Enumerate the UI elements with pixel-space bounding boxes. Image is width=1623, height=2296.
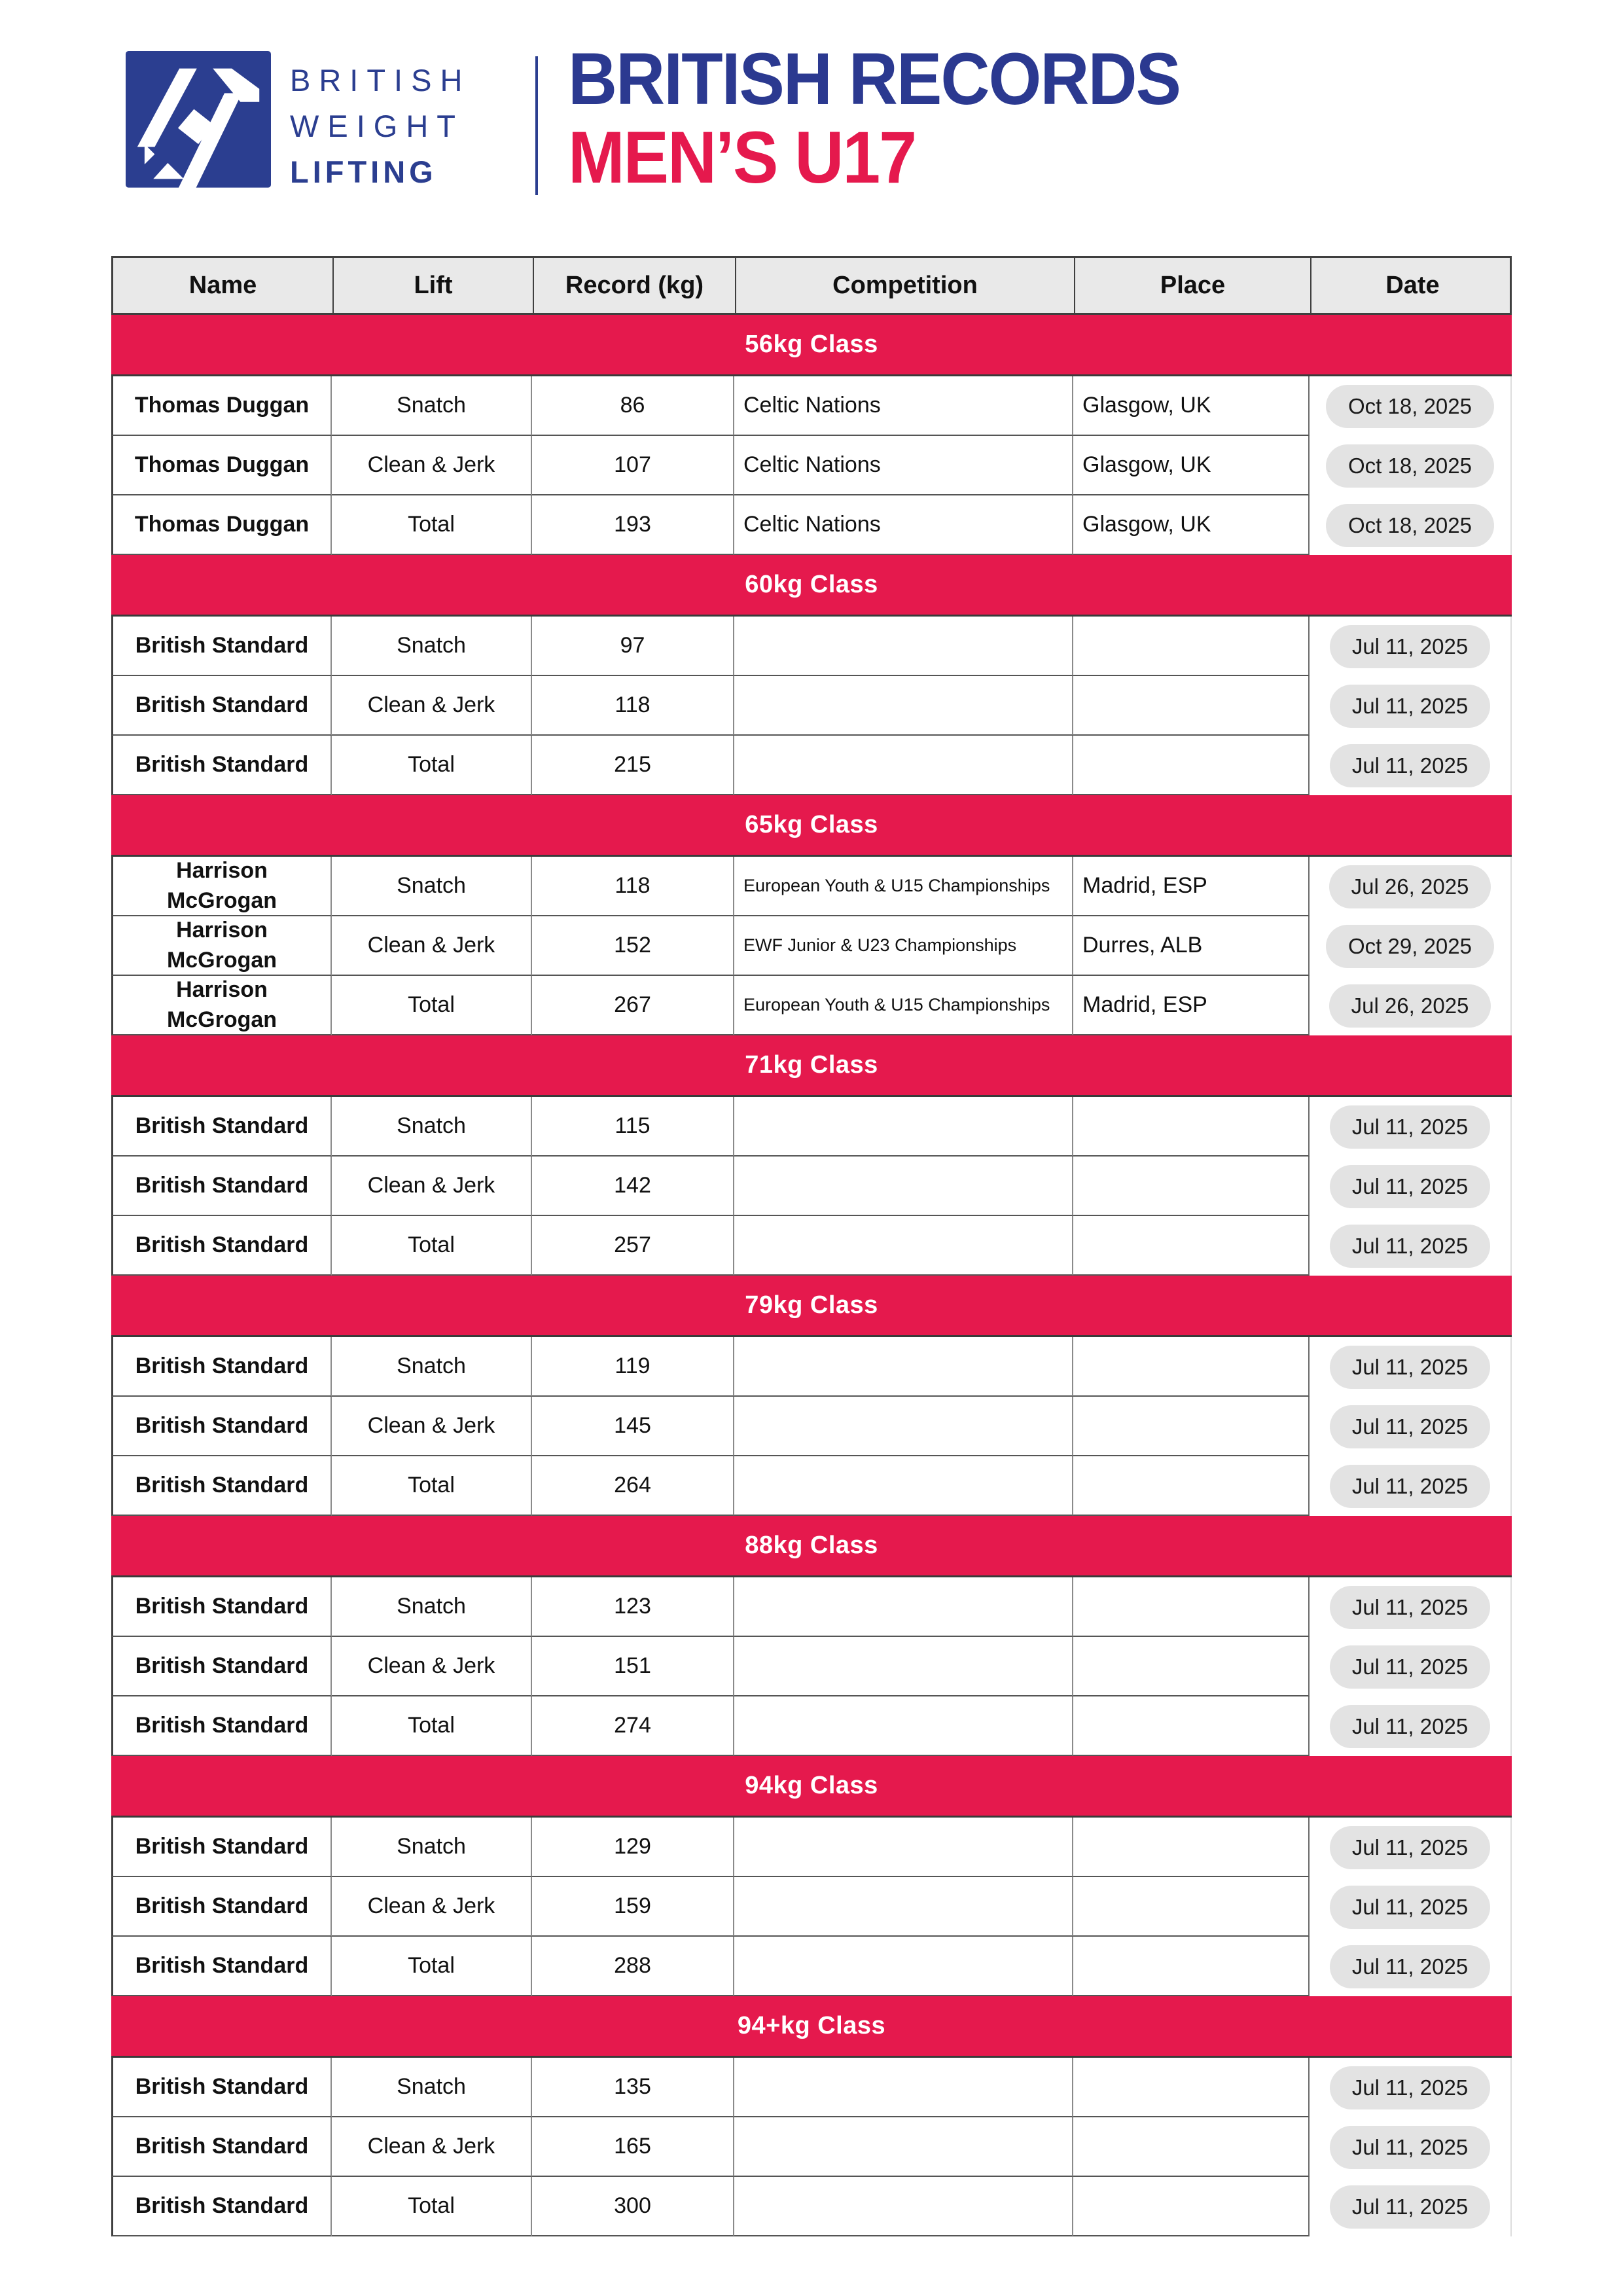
column-header-competition: Competition	[736, 258, 1075, 313]
cell-place: Madrid, ESP	[1073, 976, 1310, 1035]
column-header-name: Name	[113, 258, 334, 313]
table-row	[111, 1577, 1512, 1637]
cell-date	[1310, 736, 1512, 795]
cell-date	[1310, 376, 1512, 436]
cell-lift: Snatch	[332, 1097, 532, 1157]
date-badge: Jul 11, 2025	[1330, 1945, 1490, 1988]
class-band: 94kg Class	[111, 1756, 1512, 1818]
table-row	[111, 736, 1512, 795]
cell-record: 274	[532, 1696, 734, 1756]
cell-date	[1310, 1937, 1512, 1996]
cell-name: British Standard	[111, 1337, 332, 1397]
cell-record: 107	[532, 436, 734, 495]
date-badge: Oct 18, 2025	[1326, 504, 1494, 547]
cell-competition	[734, 1337, 1073, 1397]
cell-date	[1310, 1637, 1512, 1696]
cell-place: Durres, ALB	[1073, 916, 1310, 976]
table-row	[111, 1456, 1512, 1516]
cell-record: 129	[532, 1818, 734, 1877]
cell-competition	[734, 1937, 1073, 1996]
table-row	[111, 617, 1512, 676]
date-badge: Jul 26, 2025	[1329, 984, 1491, 1028]
date-badge: Jul 26, 2025	[1329, 865, 1491, 908]
cell-date	[1310, 617, 1512, 676]
cell-place	[1073, 1097, 1310, 1157]
cell-competition	[734, 1456, 1073, 1516]
cell-place	[1073, 1337, 1310, 1397]
bwl-logo-icon	[121, 51, 276, 196]
cell-competition	[734, 676, 1073, 736]
cell-name: British Standard	[111, 1397, 332, 1456]
cell-place: Glasgow, UK	[1073, 495, 1310, 555]
date-badge: Oct 18, 2025	[1326, 385, 1494, 428]
cell-date	[1310, 1456, 1512, 1516]
date-badge: Jul 11, 2025	[1330, 685, 1490, 728]
cell-date	[1310, 1696, 1512, 1756]
cell-competition	[734, 1097, 1073, 1157]
table-row	[111, 495, 1512, 555]
cell-record: 193	[532, 495, 734, 555]
cell-place: Glasgow, UK	[1073, 436, 1310, 495]
cell-place	[1073, 1877, 1310, 1937]
date-badge: Jul 11, 2025	[1330, 2126, 1490, 2169]
cell-competition	[734, 736, 1073, 795]
page-title: BRITISH RECORDS	[568, 38, 1180, 121]
cell-place	[1073, 1696, 1310, 1756]
cell-date	[1310, 2117, 1512, 2177]
class-band: 60kg Class	[111, 555, 1512, 617]
cell-place: Madrid, ESP	[1073, 857, 1310, 916]
date-badge: Jul 11, 2025	[1330, 2185, 1490, 2229]
cell-name: British Standard	[111, 1097, 332, 1157]
cell-date	[1310, 2058, 1512, 2117]
cell-name: British Standard	[111, 2058, 332, 2117]
cell-competition	[734, 1877, 1073, 1937]
table-row	[111, 1397, 1512, 1456]
class-band: 88kg Class	[111, 1516, 1512, 1577]
table-row	[111, 1337, 1512, 1397]
cell-lift: Clean & Jerk	[332, 916, 532, 976]
brand-line: LIFTING	[290, 154, 437, 189]
cell-record: 151	[532, 1637, 734, 1696]
cell-competition	[734, 2177, 1073, 2236]
table-row	[111, 2117, 1512, 2177]
cell-record: 118	[532, 857, 734, 916]
cell-lift: Clean & Jerk	[332, 676, 532, 736]
table-row	[111, 1637, 1512, 1696]
cell-name: Thomas Duggan	[111, 376, 332, 436]
cell-record: 97	[532, 617, 734, 676]
date-badge: Jul 11, 2025	[1330, 2066, 1490, 2109]
cell-name: British Standard	[111, 2117, 332, 2177]
cell-lift: Clean & Jerk	[332, 1157, 532, 1216]
table-row	[111, 2058, 1512, 2117]
cell-competition: European Youth & U15 Championships	[734, 976, 1073, 1035]
cell-competition	[734, 1818, 1073, 1877]
date-badge: Jul 11, 2025	[1330, 744, 1490, 787]
cell-competition	[734, 2058, 1073, 2117]
table-body	[111, 315, 1512, 2236]
cell-record: 300	[532, 2177, 734, 2236]
date-badge: Jul 11, 2025	[1330, 1225, 1490, 1268]
table-row	[111, 1216, 1512, 1276]
cell-competition: EWF Junior & U23 Championships	[734, 916, 1073, 976]
date-badge: Jul 11, 2025	[1330, 1645, 1490, 1689]
cell-place	[1073, 1818, 1310, 1877]
cell-date	[1310, 916, 1512, 976]
date-badge: Jul 11, 2025	[1330, 1886, 1490, 1929]
cell-lift: Total	[332, 1937, 532, 1996]
cell-record: 145	[532, 1397, 734, 1456]
cell-lift: Clean & Jerk	[332, 1877, 532, 1937]
cell-place	[1073, 2058, 1310, 2117]
class-band: 71kg Class	[111, 1035, 1512, 1097]
date-badge: Jul 11, 2025	[1330, 1465, 1490, 1508]
date-badge: Jul 11, 2025	[1330, 1405, 1490, 1448]
date-badge: Jul 11, 2025	[1330, 1346, 1490, 1389]
brand-line: WEIGHT	[290, 109, 464, 143]
cell-competition: Celtic Nations	[734, 376, 1073, 436]
cell-place	[1073, 2117, 1310, 2177]
cell-place	[1073, 1397, 1310, 1456]
column-header-place: Place	[1075, 258, 1311, 313]
cell-competition	[734, 1157, 1073, 1216]
class-band: 65kg Class	[111, 795, 1512, 857]
cell-name: British Standard	[111, 1216, 332, 1276]
cell-record: 267	[532, 976, 734, 1035]
column-header-date: Date	[1385, 271, 1440, 299]
date-badge: Jul 11, 2025	[1330, 1586, 1490, 1629]
cell-record: 215	[532, 736, 734, 795]
cell-name: British Standard	[111, 1696, 332, 1756]
cell-name: Harrison McGrogan	[111, 916, 332, 976]
table-row	[111, 916, 1512, 976]
cell-place: Glasgow, UK	[1073, 376, 1310, 436]
cell-lift: Total	[332, 976, 532, 1035]
cell-name: British Standard	[111, 1456, 332, 1516]
cell-record: 165	[532, 2117, 734, 2177]
date-badge: Oct 18, 2025	[1326, 444, 1494, 488]
cell-record: 86	[532, 376, 734, 436]
cell-record: 288	[532, 1937, 734, 1996]
cell-lift: Clean & Jerk	[332, 1397, 532, 1456]
table-row	[111, 1097, 1512, 1157]
date-badge: Jul 11, 2025	[1330, 625, 1490, 668]
cell-record: 152	[532, 916, 734, 976]
cell-place	[1073, 1637, 1310, 1696]
cell-name: British Standard	[111, 736, 332, 795]
cell-competition	[734, 1696, 1073, 1756]
cell-competition	[734, 1397, 1073, 1456]
records-table	[111, 256, 1512, 2236]
cell-date	[1310, 857, 1512, 916]
cell-lift: Total	[332, 736, 532, 795]
cell-name: British Standard	[111, 1577, 332, 1637]
cell-record: 119	[532, 1337, 734, 1397]
cell-lift: Clean & Jerk	[332, 2117, 532, 2177]
table-row	[111, 976, 1512, 1035]
table-row	[111, 1818, 1512, 1877]
cell-competition: Celtic Nations	[734, 495, 1073, 555]
cell-competition	[734, 2117, 1073, 2177]
cell-lift: Snatch	[332, 857, 532, 916]
brand-line: BRITISH	[290, 63, 471, 98]
cell-lift: Snatch	[332, 376, 532, 436]
cell-lift: Total	[332, 1456, 532, 1516]
cell-date	[1310, 2177, 1512, 2236]
cell-record: 135	[532, 2058, 734, 2117]
cell-record: 142	[532, 1157, 734, 1216]
cell-date	[1310, 436, 1512, 495]
cell-competition	[734, 1577, 1073, 1637]
cell-place	[1073, 2177, 1310, 2236]
cell-name: British Standard	[111, 1157, 332, 1216]
column-header-record: Record (kg)	[534, 258, 736, 313]
cell-record: 118	[532, 676, 734, 736]
brand-wordmark	[290, 58, 506, 195]
cell-lift: Snatch	[332, 1337, 532, 1397]
cell-lift: Total	[332, 495, 532, 555]
date-badge: Oct 29, 2025	[1326, 925, 1494, 968]
cell-date	[1310, 495, 1512, 555]
date-badge: Jul 11, 2025	[1330, 1705, 1490, 1748]
cell-record: 123	[532, 1577, 734, 1637]
cell-name: British Standard	[111, 1877, 332, 1937]
table-row	[111, 436, 1512, 495]
cell-record: 159	[532, 1877, 734, 1937]
table-header-row	[111, 256, 1512, 315]
table-row	[111, 1937, 1512, 1996]
cell-date	[1310, 1157, 1512, 1216]
cell-name: Harrison McGrogan	[111, 857, 332, 916]
cell-name: British Standard	[111, 1637, 332, 1696]
cell-place	[1073, 1937, 1310, 1996]
class-band: 79kg Class	[111, 1276, 1512, 1337]
cell-lift: Snatch	[332, 617, 532, 676]
table-row	[111, 1877, 1512, 1937]
cell-lift: Total	[332, 1696, 532, 1756]
date-badge: Jul 11, 2025	[1330, 1105, 1490, 1149]
table-row	[111, 2177, 1512, 2236]
cell-competition	[734, 1637, 1073, 1696]
cell-competition	[734, 617, 1073, 676]
class-band: 94+kg Class	[111, 1996, 1512, 2058]
cell-name: Thomas Duggan	[111, 495, 332, 555]
cell-place	[1073, 1456, 1310, 1516]
date-badge: Jul 11, 2025	[1330, 1165, 1490, 1208]
cell-record: 115	[532, 1097, 734, 1157]
cell-competition: Celtic Nations	[734, 436, 1073, 495]
cell-lift: Clean & Jerk	[332, 1637, 532, 1696]
column-header-lift: Lift	[334, 258, 534, 313]
cell-date	[1310, 1577, 1512, 1637]
cell-lift: Snatch	[332, 2058, 532, 2117]
cell-record: 257	[532, 1216, 734, 1276]
cell-place	[1073, 617, 1310, 676]
cell-place	[1073, 736, 1310, 795]
cell-name: Thomas Duggan	[111, 436, 332, 495]
cell-date	[1310, 976, 1512, 1035]
cell-date	[1310, 1337, 1512, 1397]
table-row	[111, 376, 1512, 436]
cell-lift: Snatch	[332, 1577, 532, 1637]
table-row	[111, 1696, 1512, 1756]
cell-date	[1310, 1818, 1512, 1877]
cell-competition	[734, 1216, 1073, 1276]
cell-name: British Standard	[111, 2177, 332, 2236]
cell-lift: Total	[332, 2177, 532, 2236]
table-row	[111, 1157, 1512, 1216]
cell-name: British Standard	[111, 676, 332, 736]
cell-place	[1073, 1216, 1310, 1276]
brand-divider	[535, 56, 538, 195]
cell-date	[1310, 1216, 1512, 1276]
cell-competition: European Youth & U15 Championships	[734, 857, 1073, 916]
cell-date	[1310, 1877, 1512, 1937]
cell-place	[1073, 676, 1310, 736]
table-row	[111, 676, 1512, 736]
cell-place	[1073, 1577, 1310, 1637]
cell-name: British Standard	[111, 617, 332, 676]
cell-lift: Clean & Jerk	[332, 436, 532, 495]
cell-name: British Standard	[111, 1937, 332, 1996]
table-row	[111, 857, 1512, 916]
date-badge: Jul 11, 2025	[1330, 1826, 1490, 1869]
cell-date	[1310, 1397, 1512, 1456]
cell-record: 264	[532, 1456, 734, 1516]
cell-lift: Snatch	[332, 1818, 532, 1877]
cell-name: British Standard	[111, 1818, 332, 1877]
cell-date	[1310, 676, 1512, 736]
cell-lift: Total	[332, 1216, 532, 1276]
page-subtitle: MEN’S U17	[568, 117, 916, 200]
cell-name: Harrison McGrogan	[111, 976, 332, 1035]
cell-date	[1310, 1097, 1512, 1157]
class-band: 56kg Class	[111, 315, 1512, 376]
cell-place	[1073, 1157, 1310, 1216]
